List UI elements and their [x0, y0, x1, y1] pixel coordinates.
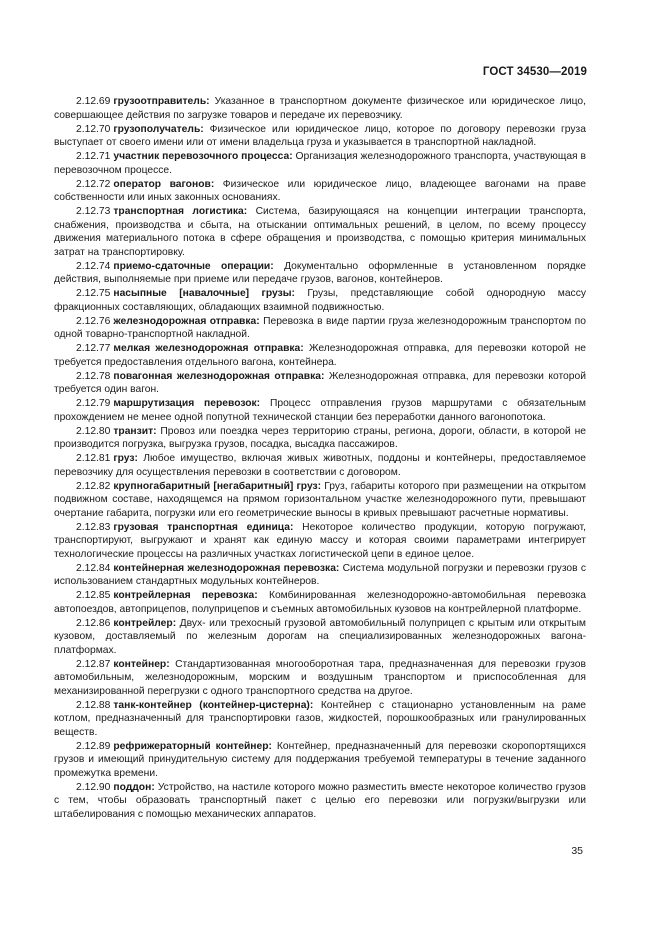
entry-definition: Устройство, на настиле которого можно разместить вместе некоторое количество грузов с тем, чтобы образовать транспортный пакет с целью его перевозки или погрузки/выгрузки или штабелирования с помощью механических аппаратов. [54, 781, 586, 820]
entry-term: транспортная логистика: [113, 206, 248, 217]
entry-number: 2.12.88 [76, 699, 111, 711]
term-entry [54, 658, 586, 699]
entry-number: 2.12.84 [76, 562, 111, 574]
entry-number: 2.12.77 [76, 343, 111, 354]
entry-term: транзит: [113, 425, 157, 437]
entry-number: 2.12.76 [76, 315, 111, 327]
entry-number: 2.12.86 [76, 617, 111, 629]
term-entry [54, 95, 586, 122]
entry-definition: Груз, габариты которого при размещении на открытом подвижном составе, находящемся на прямом горизонтальном участке железнодорожного пути, превышают очертание габарита, погрузки или его геометрические выносы в кривых превышают расчетные нормативы. [54, 480, 586, 519]
term-entry [54, 617, 586, 658]
entry-term: контрейлер: [113, 617, 177, 629]
term-entry [54, 452, 586, 479]
entry-term: насыпные [навалочные] грузы: [113, 288, 295, 299]
entry-number: 2.12.74 [76, 260, 111, 272]
term-entry [54, 123, 586, 150]
entry-definition: Двух- или трехосный грузовой автомобильный полуприцеп с крытым или открытым кузовом, доставляемый по железным дорогам на специализированных железнодорожных вагона-платформах. [54, 617, 586, 656]
entry-definition: Контейнер с стационарно установленным на раме котлом, предназначенный для транспортировки газов, жидкостей, порошкообразных или гранулированных веществ. [54, 699, 586, 738]
term-entry [54, 740, 586, 781]
entry-term: контрейлерная перевозка: [113, 590, 258, 601]
entry-number: 2.12.72 [76, 178, 111, 190]
entry-number: 2.12.75 [76, 288, 111, 299]
entry-number: 2.12.85 [76, 590, 111, 601]
term-entry [54, 589, 586, 616]
entry-term: грузополучатель: [113, 123, 204, 135]
entry-definition: Физическое или юридическое лицо, которое по договору перевозки груза выступает от своего имени или от имени владельца груза и указывается в транспортной накладной. [54, 123, 586, 148]
entry-number: 2.12.81 [76, 453, 111, 464]
entry-term: крупногабаритный [негабаритный] груз: [113, 480, 322, 492]
entry-term: груз: [113, 453, 138, 464]
entry-definition: Физическое или юридическое лицо, владеющее вагонами на праве собственности или иных законных основаниях. [54, 178, 586, 203]
term-entry [54, 150, 586, 177]
entry-number: 2.12.70 [76, 123, 111, 135]
entry-definition: Система модульной погрузки и перевозки грузов с использованием стандартных модульных контейнеров. [54, 562, 586, 587]
entry-term: контейнерная железнодорожная перевозка: [113, 562, 340, 574]
entry-term: оператор вагонов: [113, 178, 215, 190]
entry-term: грузовая транспортная единица: [113, 521, 294, 533]
term-entry [54, 521, 586, 562]
entry-definition: Система, базирующаяся на концепции интеграции транспорта, снабжения, производства и сбыта, на отыскании оптимальных решений, в целом, по всему процессу движения материального потока в сфере обращения и производства, с помощью критерия минимальных затрат на транспортировку. [54, 206, 587, 258]
term-entry [54, 260, 586, 287]
term-entry [54, 342, 586, 369]
entry-definition: Перевозка в виде партии груза железнодорожным транспортом по одной товарно-транспортной накладной. [54, 315, 586, 340]
entry-definition: Провоз или поездка через территорию страны, региона, дороги, области, в которой не производится погрузка, выгрузка грузов, посадка, высадка пассажиров. [54, 425, 586, 450]
term-entry [54, 781, 586, 822]
entry-term: маршрутизация перевозок: [113, 398, 261, 409]
entry-definition: Комбинированная железнодорожно-автомобильная перевозка автопоездов, автоприцепов, полуприцепов и съемных автомобильных кузовов на контрейлерной платформе. [54, 590, 586, 615]
entry-definition: Документально оформленные в установленном порядке действия, выполняемые при приеме или передаче грузов, вагонов, контейнеров. [54, 260, 586, 285]
entry-definition: Некоторое количество продукции, которую погружают, транспортируют, выгружают и хранят как единую массу и которая своими параметрами интегрирует технологические процессы на различных участках логистической цепи в единое целое. [54, 521, 586, 560]
entry-number: 2.12.73 [76, 206, 111, 217]
document-header: ГОСТ 34530—2019 [482, 66, 587, 78]
term-entry [54, 315, 586, 342]
entry-number: 2.12.71 [76, 151, 111, 162]
entry-definition: Грузы, представляющие собой однородную массу фракционных составляющих, обладающих взаимной подвижностью. [54, 288, 587, 313]
entry-definition: Указанное в транспортном документе физическое или юридическое лицо, совершающее действия по загрузке товаров и передаче их перевозчику. [54, 96, 586, 121]
term-entry [54, 425, 586, 452]
entry-term: приемо-сдаточные операции: [113, 260, 274, 272]
entry-term: танк-контейнер (контейнер-цистерна): [113, 699, 314, 711]
term-entry [54, 370, 586, 397]
entry-definition: Любое имущество, включая живых животных, поддоны и контейнеры, предоставляемое перевозчику для осуществления перевозки в соответствии с договором. [54, 453, 586, 478]
entry-term: железнодорожная отправка: [113, 315, 260, 327]
entry-number: 2.12.83 [76, 521, 111, 533]
entry-definition: Стандартизованная многооборотная тара, предназначенная для перевозки грузов автомобильным, железнодорожным, морским и воздушным транспортом и приспособленная для механизированной перегрузки с одного транспортного средства на другое. [54, 658, 586, 697]
entry-definition: Железнодорожная отправка, для перевозки которой требуется один вагон. [54, 370, 586, 395]
entry-number: 2.12.87 [76, 658, 111, 670]
entry-number: 2.12.78 [76, 370, 111, 382]
term-entry [54, 205, 586, 259]
entry-number: 2.12.79 [76, 398, 111, 409]
term-entry [54, 480, 586, 521]
entry-term: контейнер: [113, 658, 170, 670]
term-entry [54, 699, 586, 740]
entry-term: повагонная железнодорожная отправка: [113, 370, 325, 382]
entry-term: грузоотправитель: [113, 96, 210, 107]
entry-number: 2.12.80 [76, 425, 111, 437]
entry-term: мелкая железнодорожная отправка: [113, 343, 304, 354]
entry-definition: Железнодорожная отправка, для перевозки которой не требуется предоставления отдельного вагона, контейнера. [54, 343, 586, 368]
entry-definition: Процесс отправления грузов маршрутами с обязательным прохождением не менее одной попутной технической станции без переработки данного вагонопотока. [54, 398, 586, 423]
term-entry [54, 178, 586, 205]
term-entry [54, 287, 586, 314]
entry-number: 2.12.69 [76, 96, 111, 107]
entry-definition: Контейнер, предназначенный для перевозки скоропортящихся грузов и имеющий принудительную систему для поддержания требуемой температуры в течение заданного промежутка времени. [54, 740, 586, 779]
term-entry [54, 562, 586, 589]
entry-number: 2.12.89 [76, 740, 111, 752]
term-entry [54, 397, 586, 424]
entry-term: рефрижераторный контейнер: [113, 740, 272, 752]
page-number: 35 [571, 845, 583, 857]
document-body [54, 95, 586, 822]
entry-definition: Организация железнодорожного транспорта, участвующая в перевозочном процессе. [54, 151, 586, 176]
entry-term: поддон: [113, 781, 155, 793]
entry-number: 2.12.90 [76, 781, 111, 793]
entry-number: 2.12.82 [76, 480, 111, 492]
entry-term: участник перевозочного процесса: [113, 151, 293, 162]
